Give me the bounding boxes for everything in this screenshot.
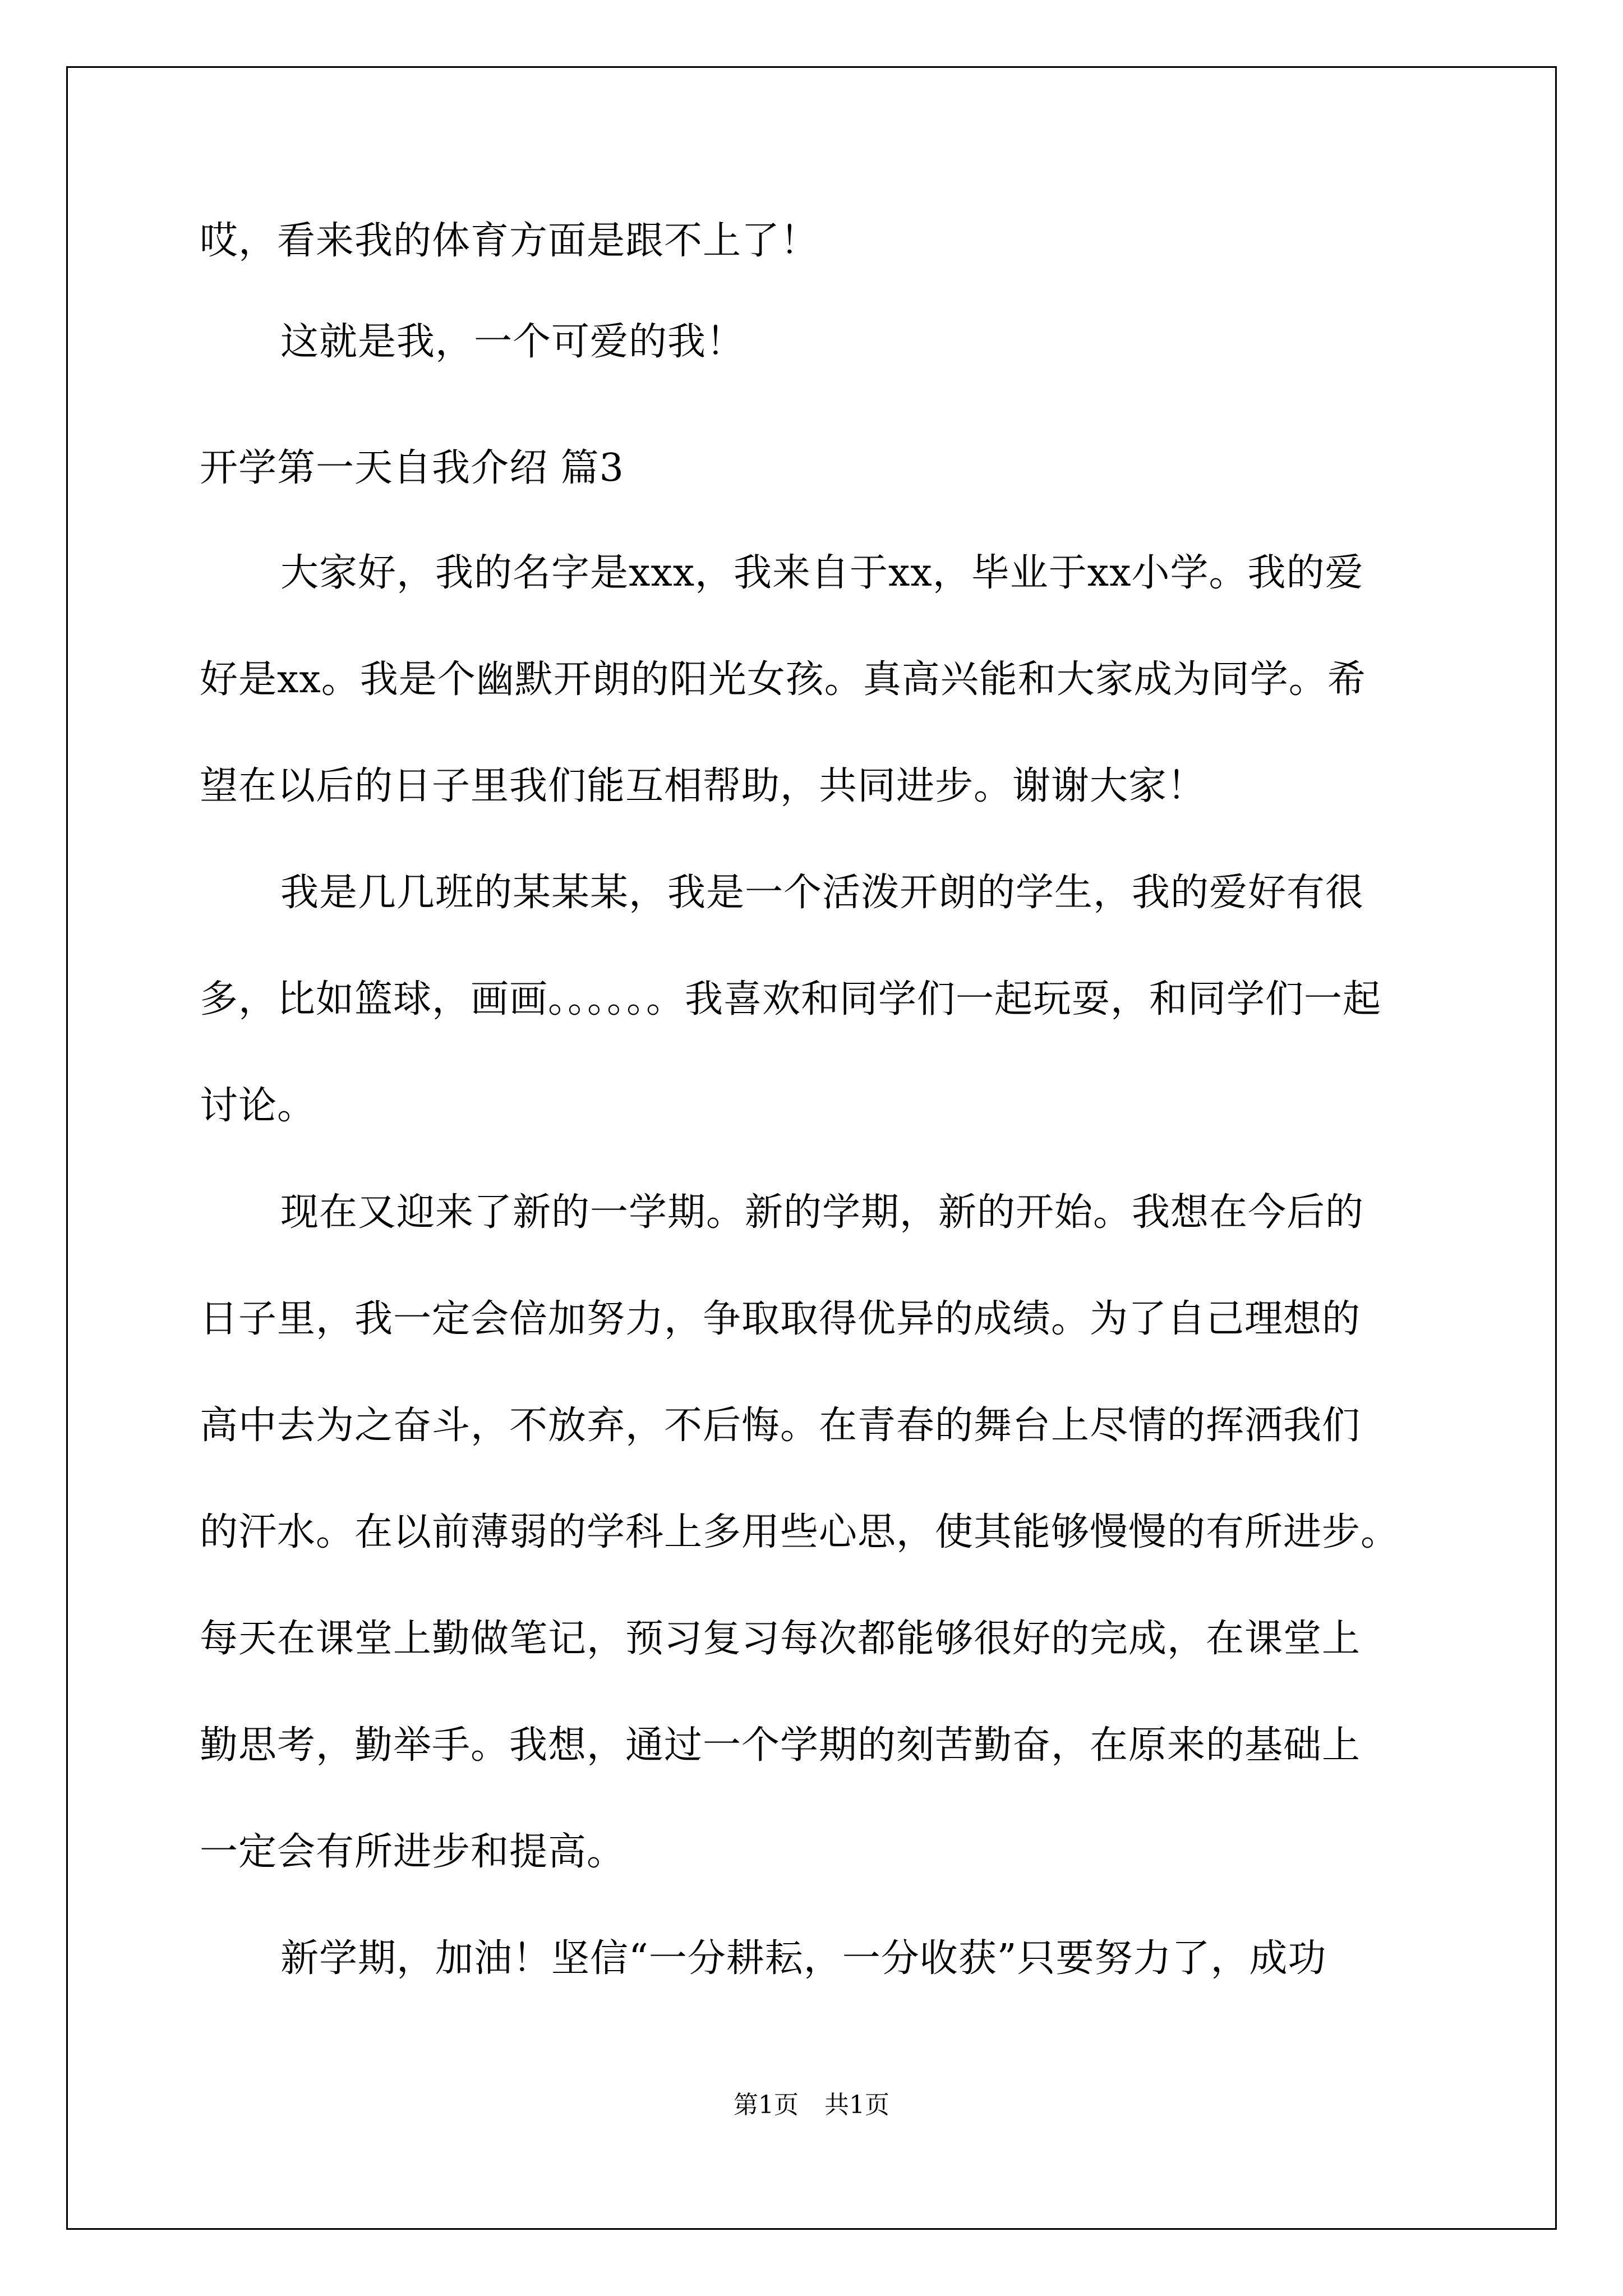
page-footer: [0, 2090, 1623, 2121]
page-border: [66, 66, 1557, 2230]
text-line: 高中去为之奋斗，不放弃，不后悔。在青春的舞台上尽情的挥洒我们: [200, 1404, 1361, 1448]
text-line: 好是xx。我是个幽默开朗的阳光女孩。真高兴能和大家成为同学。希: [200, 657, 1366, 702]
text-line: 这就是我，一个可爱的我！: [280, 320, 745, 364]
text-line: 日子里，我一定会倍加努力，争取取得优异的成绩。为了自己理想的: [200, 1297, 1361, 1341]
text-line: 的汗水。在以前薄弱的学科上多用些心思，使其能够慢慢的有所进步。: [200, 1510, 1400, 1554]
text-line: 我是几几班的某某某，我是一个活泼开朗的学生，我的爱好有很: [280, 871, 1364, 915]
text-line: 大家好，我的名字是xxx，我来自于xx，毕业于xx小学。我的爱: [280, 551, 1364, 595]
text-line: 每天在课堂上勤做笔记，预习复习每次都能够很好的完成，在课堂上: [200, 1617, 1361, 1661]
text-line: 一定会有所进步和提高。: [200, 1830, 626, 1874]
section-heading: 开学第一天自我介绍 篇3: [200, 446, 624, 490]
text-line: 讨论。: [200, 1084, 316, 1128]
page-total: 共1页: [824, 2091, 889, 2119]
text-line: 多，比如篮球，画画。。。。。。我喜欢和同学们一起玩耍，和同学们一起: [200, 977, 1382, 1022]
text-line: 现在又迎来了新的一学期。新的学期，新的开始。我想在今后的: [280, 1190, 1364, 1235]
text-line: 新学期，加油！坚信“一分耕耘，一分收获”只要努力了，成功: [280, 1936, 1327, 1981]
text-line: 哎，看来我的体育方面是跟不上了！: [200, 219, 819, 263]
text-line: 勤思考，勤举手。我想，通过一个学期的刻苦勤奋，在原来的基础上: [200, 1723, 1361, 1768]
page-number: 第1页: [734, 2091, 799, 2119]
text-line: 望在以后的日子里我们能互相帮助，共同进步。谢谢大家！: [200, 764, 1206, 808]
